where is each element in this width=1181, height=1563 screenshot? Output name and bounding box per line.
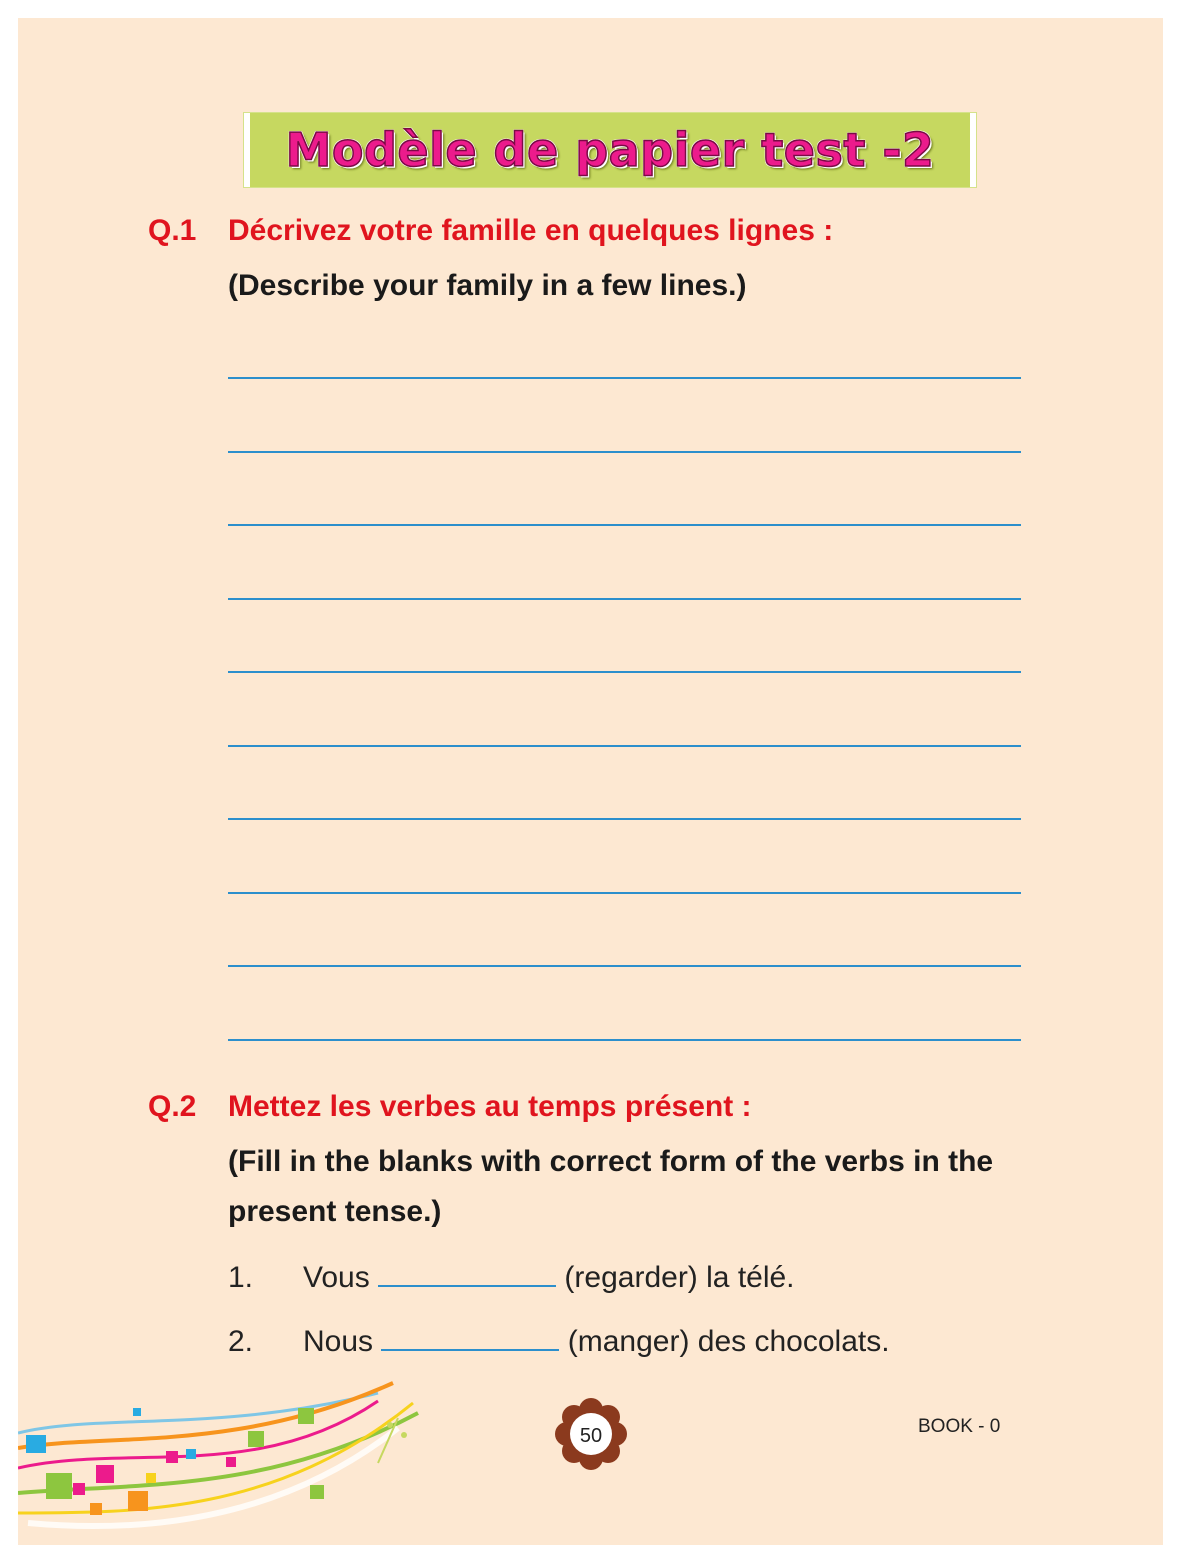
worksheet-page [18, 18, 1163, 1545]
answer-line[interactable] [228, 451, 1021, 453]
q1-subtext: (Describe your family in a few lines.) [228, 269, 747, 302]
item-sentence [303, 1261, 795, 1295]
q2-text: Mettez les verbes au temps présent : [228, 1090, 752, 1123]
item-rest: (regarder) la télé. [564, 1261, 795, 1294]
book-label: BOOK - 0 [918, 1416, 1001, 1437]
answer-line[interactable] [228, 965, 1021, 967]
item-subject: Vous [303, 1261, 370, 1294]
exercise-item-1 [228, 1261, 1028, 1295]
decorative-swirl-graphic [18, 1373, 438, 1545]
q2-subtext: (Fill in the blanks with correct form of the verbs in the present tense.) [228, 1145, 994, 1228]
fill-blank[interactable] [378, 1284, 556, 1287]
answer-line[interactable] [228, 671, 1021, 673]
item-number: 2. [228, 1325, 254, 1358]
q1-number: Q.1 [148, 214, 197, 247]
page-number-badge [555, 1398, 627, 1470]
item-sentence [303, 1325, 890, 1359]
exercise-item-2 [228, 1325, 1028, 1359]
answer-line[interactable] [228, 524, 1021, 526]
q1-text: Décrivez votre famille en quelques lignes : [228, 214, 834, 247]
answer-line[interactable] [228, 377, 1021, 379]
q2-number: Q.2 [148, 1090, 197, 1123]
answer-line[interactable] [228, 818, 1021, 820]
answer-line[interactable] [228, 892, 1021, 894]
item-subject: Nous [303, 1325, 374, 1358]
answer-line[interactable] [228, 598, 1021, 600]
item-rest: (manger) des chocolats. [567, 1325, 890, 1358]
page-title: Modèle de papier test -2 [285, 123, 935, 177]
item-number: 1. [228, 1261, 254, 1294]
title-banner [244, 113, 976, 187]
fill-blank[interactable] [381, 1348, 559, 1351]
answer-line[interactable] [228, 745, 1021, 747]
page-number: 50 [579, 1425, 603, 1447]
answer-line[interactable] [228, 1039, 1021, 1041]
